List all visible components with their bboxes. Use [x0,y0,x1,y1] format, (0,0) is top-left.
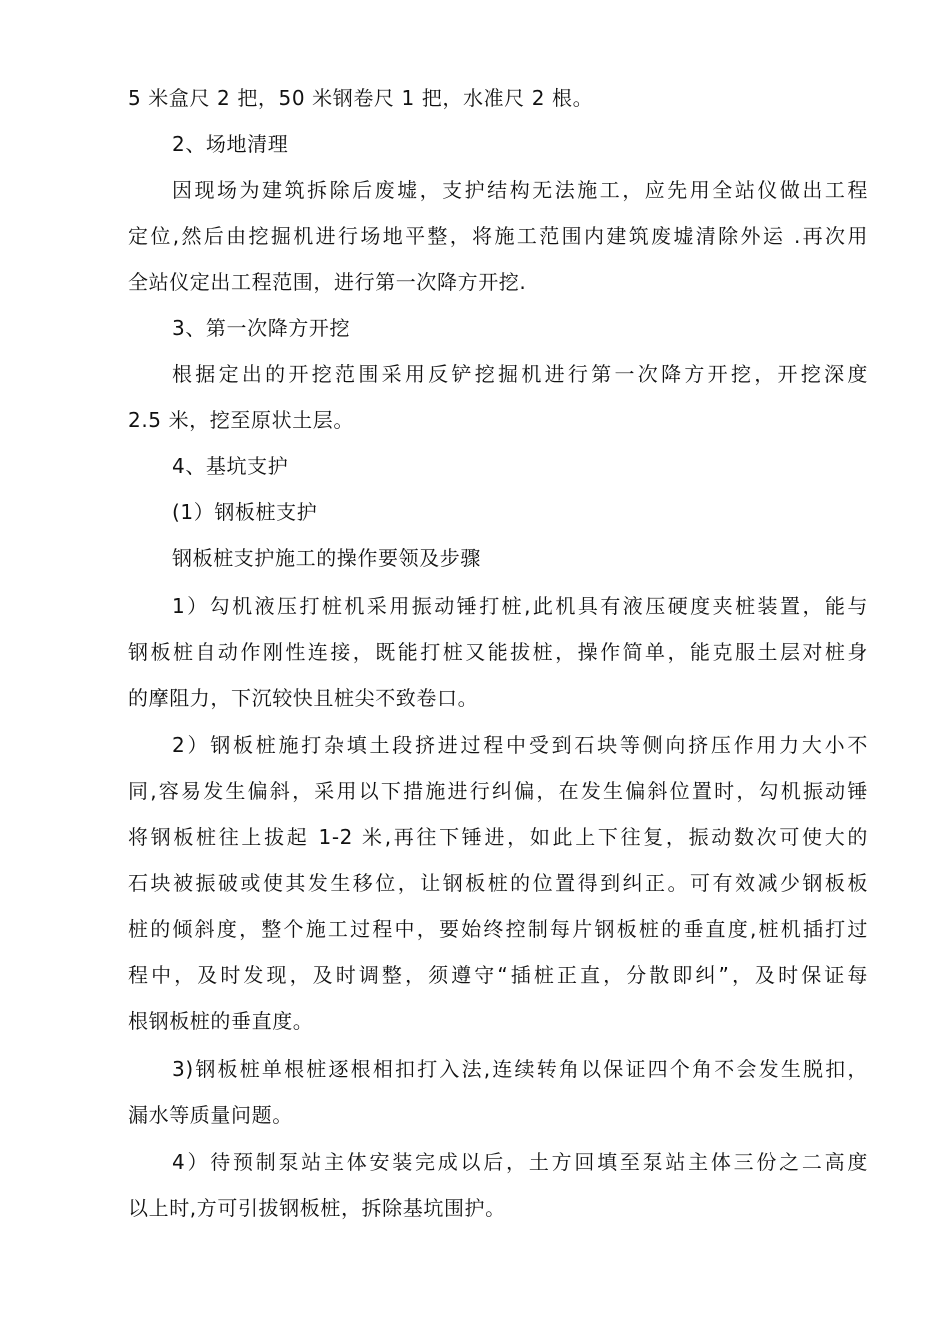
paragraph-line: 桩的倾斜度，整个施工过程中，要始终控制每片钢板桩的垂直度,桩机插打过 [128,917,868,941]
paragraph-line: 程中，及时发现，及时调整，须遵守“插桩正直，分散即纠”，及时保证每 [128,963,868,987]
subheading-steps: 钢板桩支护施工的操作要领及步骤 [172,546,481,570]
paragraph-line: 全站仪定出工程范围，进行第一次降方开挖. [128,270,527,294]
paragraph-line: 定位,然后由挖掘机进行场地平整，将施工范围内建筑废墟清除外运 .再次用 [128,224,868,248]
paragraph-line: 根钢板桩的垂直度。 [128,1009,314,1033]
heading-pit-support: 4、基坑支护 [172,454,289,478]
heading-first-excavation: 3、第一次降方开挖 [172,316,351,340]
subheading-sheet-pile: (1）钢板桩支护 [172,500,318,524]
text-line-tools: 5 米盒尺 2 把，50 米钢卷尺 1 把，水准尺 2 根。 [128,86,594,110]
paragraph-line: 根据定出的开挖范围采用反铲挖掘机进行第一次降方开挖，开挖深度 [172,362,868,386]
paragraph-line: 的摩阻力，下沉较快且桩尖不致卷口。 [128,686,479,710]
paragraph-line: 3)钢板桩单根桩逐根相扣打入法,连续转角以保证四个角不会发生脱扣， [172,1057,868,1081]
paragraph-line: 将钢板桩往上拔起 1-2 米,再往下锤进，如此上下往复，振动数次可使大的 [128,825,868,849]
paragraph-line: 钢板桩自动作刚性连接，既能打桩又能拔桩，操作简单，能克服土层对桩身 [128,640,868,664]
paragraph-line: 4）待预制泵站主体安装完成以后，土方回填至泵站主体三份之二高度 [172,1150,868,1174]
heading-site-clearing: 2、场地清理 [172,132,289,156]
paragraph-line: 因现场为建筑拆除后废墟，支护结构无法施工，应先用全站仪做出工程 [172,178,868,202]
paragraph-line: 石块被振破或使其发生移位，让钢板桩的位置得到纠正。可有效减少钢板板 [128,871,868,895]
paragraph-line: 同,容易发生偏斜，采用以下措施进行纠偏，在发生偏斜位置时，勾机振动锤 [128,779,868,803]
paragraph-line: 1）勾机液压打桩机采用振动锤打桩,此机具有液压硬度夹桩装置，能与 [172,594,868,618]
paragraph-line: 漏水等质量问题。 [128,1103,293,1127]
paragraph-line: 2）钢板桩施打杂填土段挤进过程中受到石块等侧向挤压作用力大小不 [172,733,868,757]
paragraph-line: 以上时,方可引拔钢板桩，拆除基坑围护。 [128,1196,506,1220]
paragraph-line: 2.5 米，挖至原状土层。 [128,408,354,432]
